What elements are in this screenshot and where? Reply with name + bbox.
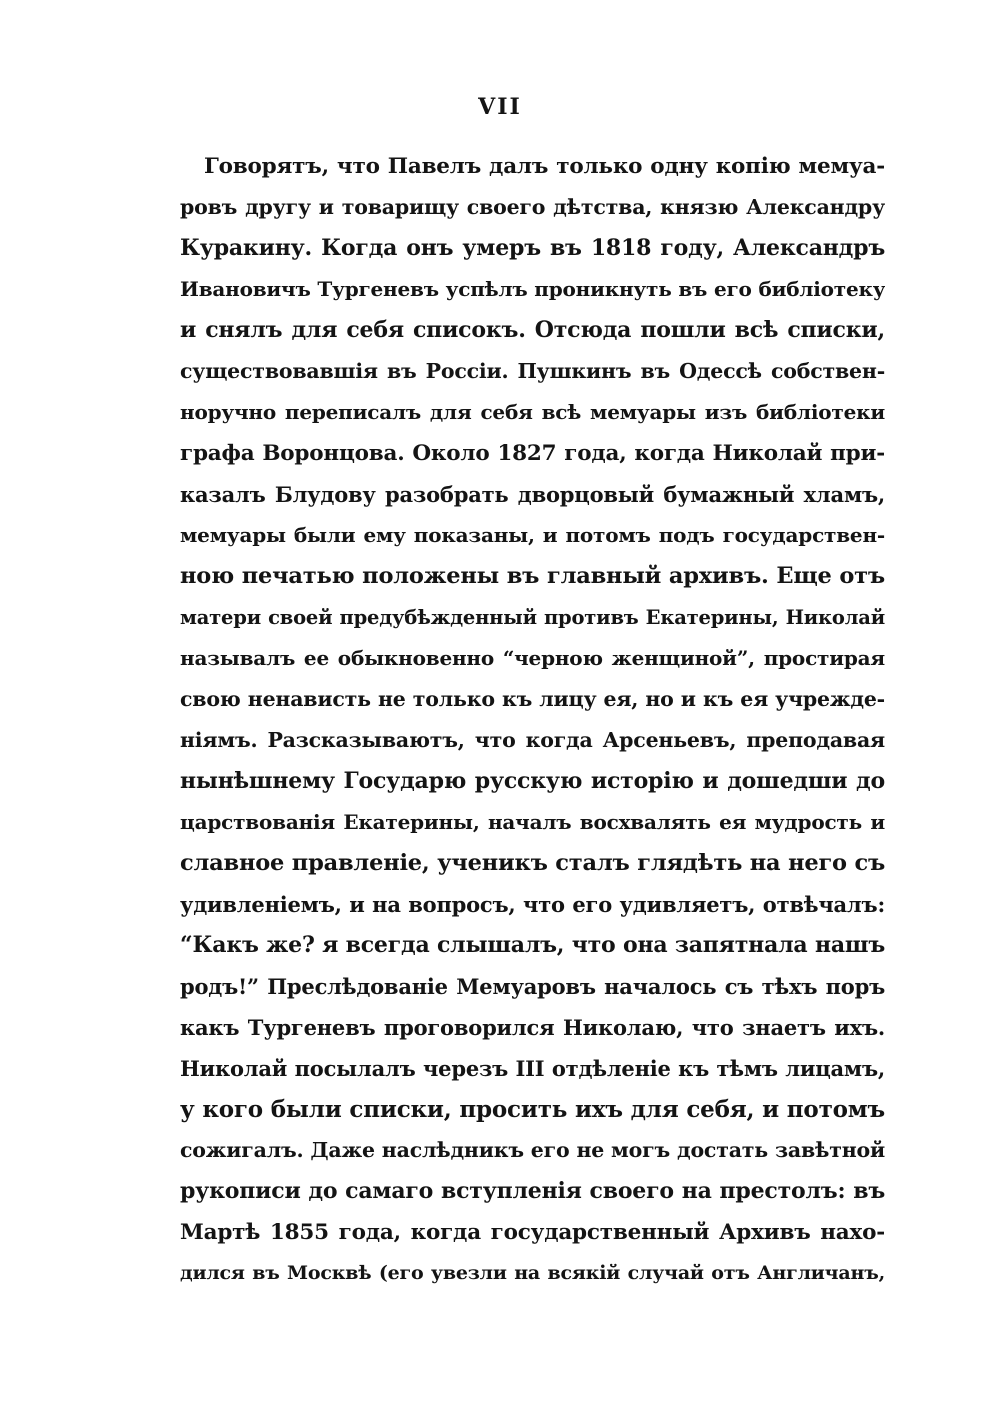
text-line: у кого были списки, просить ихъ для себя, и потомъ <box>180 1096 885 1123</box>
text-line: рукописи до самаго вступленія своего на престолъ: въ <box>180 1178 885 1204</box>
text-line: называлъ ее обыкновенно “черною женщиной”, простирая <box>180 646 885 670</box>
page-number: VII <box>478 94 522 120</box>
text-line: существовавшія въ Россіи. Пушкинъ въ Одессѣ собствен- <box>180 359 885 383</box>
text-line: родъ!” Преслѣдованіе Мемуаровъ началось съ тѣхъ поръ <box>180 974 885 999</box>
text-line: удивленіемъ, и на вопросъ, что его удивляетъ, отвѣчалъ: <box>180 892 885 917</box>
body-text <box>180 146 885 1294</box>
text-line: славное правленіе, ученикъ сталъ глядѣть на него съ <box>180 850 885 876</box>
text-line: графа Воронцова. Около 1827 года, когда Николай при- <box>180 441 885 466</box>
text-line: нынѣшнему Государю русскую исторію и дошедши до <box>180 768 885 794</box>
text-line: казалъ Блудову разобрать дворцовый бумажный хламъ, <box>180 482 885 507</box>
text-line: ніямъ. Разсказываютъ, что когда Арсеньевъ, преподавая <box>180 728 885 752</box>
text-line: дился въ Москвѣ (его увезли на всякій случай отъ Англичанъ, <box>180 1262 885 1284</box>
text-line: ровъ другу и товарищу своего дѣтства, князю Александру <box>180 195 885 219</box>
text-line: мемуары были ему показаны, и потомъ подъ государствен- <box>180 523 885 547</box>
text-line: “Какъ же? я всегда слышалъ, что она запятнала нашъ <box>180 932 885 958</box>
text-line: Куракину. Когда онъ умеръ въ 1818 году, Александръ <box>180 235 885 261</box>
text-line: норучно переписалъ для себя всѣ мемуары изъ библіотеки <box>180 400 885 424</box>
text-line: сожигалъ. Даже наслѣдникъ его не могъ достать завѣтной <box>180 1138 885 1162</box>
text-line: ною печатью положены въ главный архивъ. Еще отъ <box>180 563 885 589</box>
text-line: Николай посылалъ черезъ III отдѣленіе къ тѣмъ лицамъ, <box>180 1056 885 1081</box>
text-line: царствованія Екатерины, началъ восхвалять ея мудрость и <box>180 810 885 834</box>
text-line: Говорятъ, что Павелъ далъ только одну копію мемуа- <box>204 154 885 179</box>
text-line: Мартѣ 1855 года, когда государственный Архивъ нахо- <box>180 1220 885 1245</box>
text-line: какъ Тургеневъ проговорился Николаю, что знаетъ ихъ. <box>180 1015 885 1040</box>
text-line: и снялъ для себя списокъ. Отсюда пошли всѣ списки, <box>180 317 885 343</box>
text-line: Ивановичъ Тургеневъ успѣлъ проникнуть въ его библіотеку <box>180 277 885 301</box>
text-line: матери своей предубѣжденный противъ Екатерины, Николай <box>180 606 885 629</box>
text-line: свою ненависть не только къ лицу ея, но и къ ея учрежде- <box>180 687 885 711</box>
